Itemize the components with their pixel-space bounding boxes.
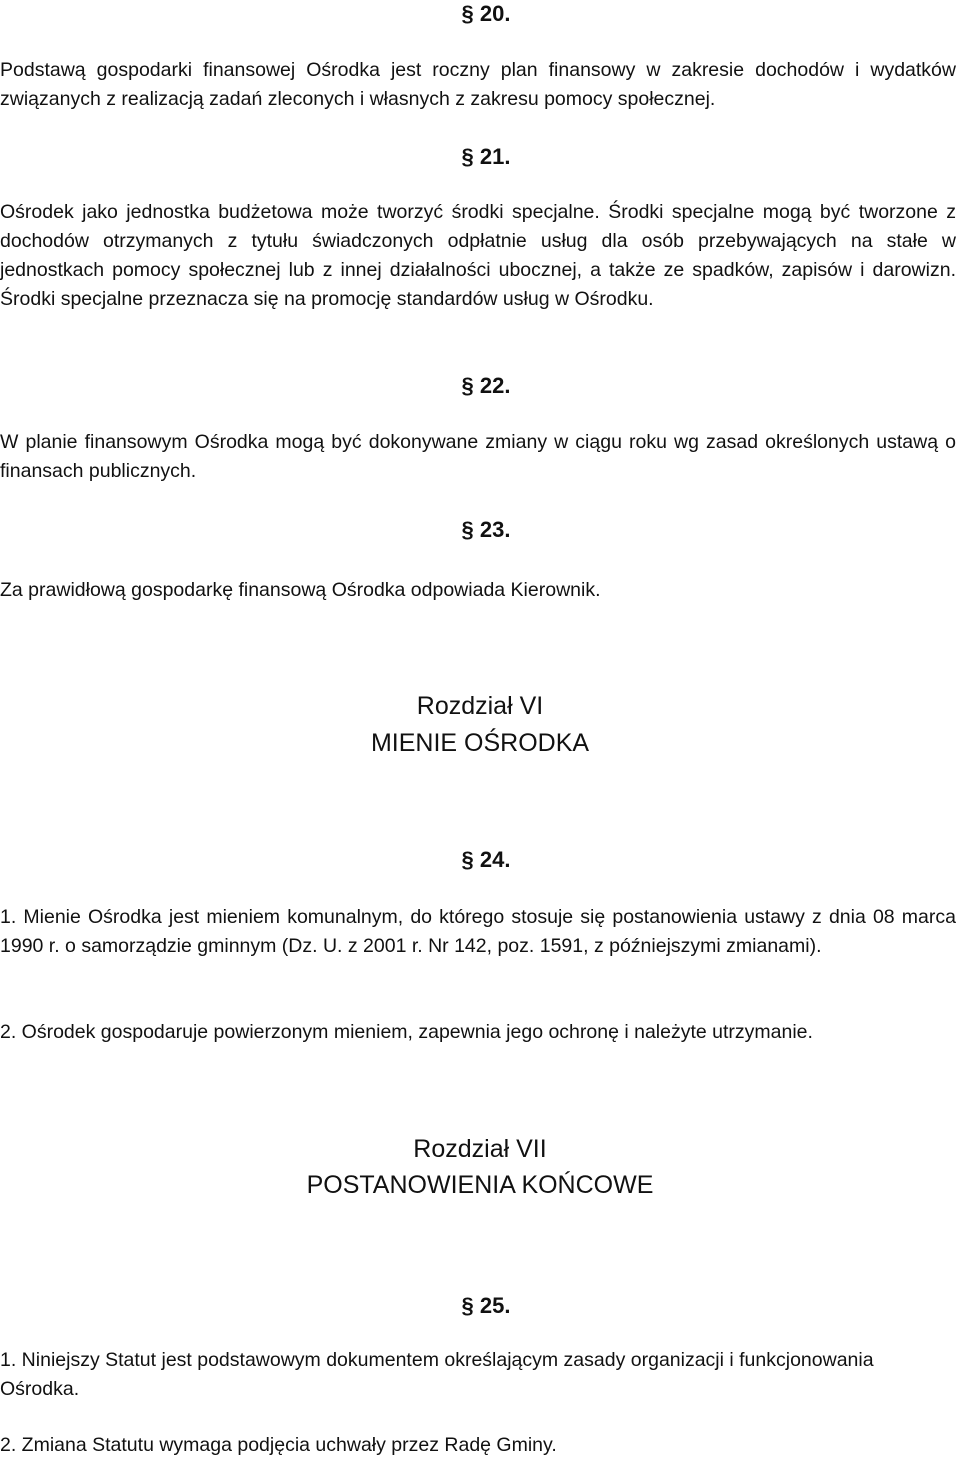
section-25-point-1: 1. Niniejszy Statut jest podstawowym dokumentem określającym zasady organizacji i funkcjonowania Ośrodka.	[0, 1349, 874, 1400]
section-23-text: Za prawidłową gospodarkę finansową Ośrodka odpowiada Kierownik.	[0, 579, 601, 601]
section-heading-23: § 23.	[461, 517, 511, 542]
section-22-text: W planie finansowym Ośrodka mogą być dokonywane zmiany w ciągu roku wg zasad określonych ustawą o finansach publicznych.	[0, 431, 956, 482]
section-24-point-1: 1. Mienie Ośrodka jest mieniem komunalnym, do którego stosuje się postanowienia ustawy z dnia 08 marca 1990 r. o samorządzie gminnym (Dz. U. z 2001 r. Nr 142, poz. 1591, z późniejszymi zmianami).	[0, 906, 956, 957]
section-24-point-2: 2. Ośrodek gospodaruje powierzonym mieniem, zapewnia jego ochronę i należyte utrzymanie.	[0, 1021, 813, 1043]
section-heading-20: § 20.	[461, 1, 511, 26]
section-20-text: Podstawą gospodarki finansowej Ośrodka jest roczny plan finansowy w zakresie dochodów i wydatków związanych z realizacją zadań zleconych i własnych z zakresu pomocy społecznej.	[0, 59, 956, 110]
section-25-point-2: 2. Zmiana Statutu wymaga podjęcia uchwały przez Radę Gminy.	[0, 1434, 557, 1456]
chapter-title: POSTANOWIENIA KOŃCOWE	[306, 1171, 654, 1199]
section-heading-24: § 24.	[461, 847, 511, 872]
chapter-number: Rozdział VII	[413, 1135, 547, 1163]
section-21-text: Ośrodek jako jednostka budżetowa może tworzyć środki specjalne. Środki specjalne mogą być tworzone z dochodów otrzymanych z tytułu świadczonych odpłatnie usług dla osób przebywających na stałe w jednostkach pomocy społecznej lub z innej działalności ubocznej, a także ze spadków, zapisów i darowizn. Środki specjalne przeznacza się na promocję standardów usług w Ośrodku.	[0, 201, 956, 310]
chapter-title: MIENIE OŚRODKA	[370, 729, 590, 757]
section-heading-25: § 25.	[461, 1293, 511, 1318]
section-heading-21: § 21.	[461, 144, 511, 169]
chapter-number: Rozdział VI	[416, 692, 544, 720]
section-heading-22: § 22.	[461, 373, 511, 398]
